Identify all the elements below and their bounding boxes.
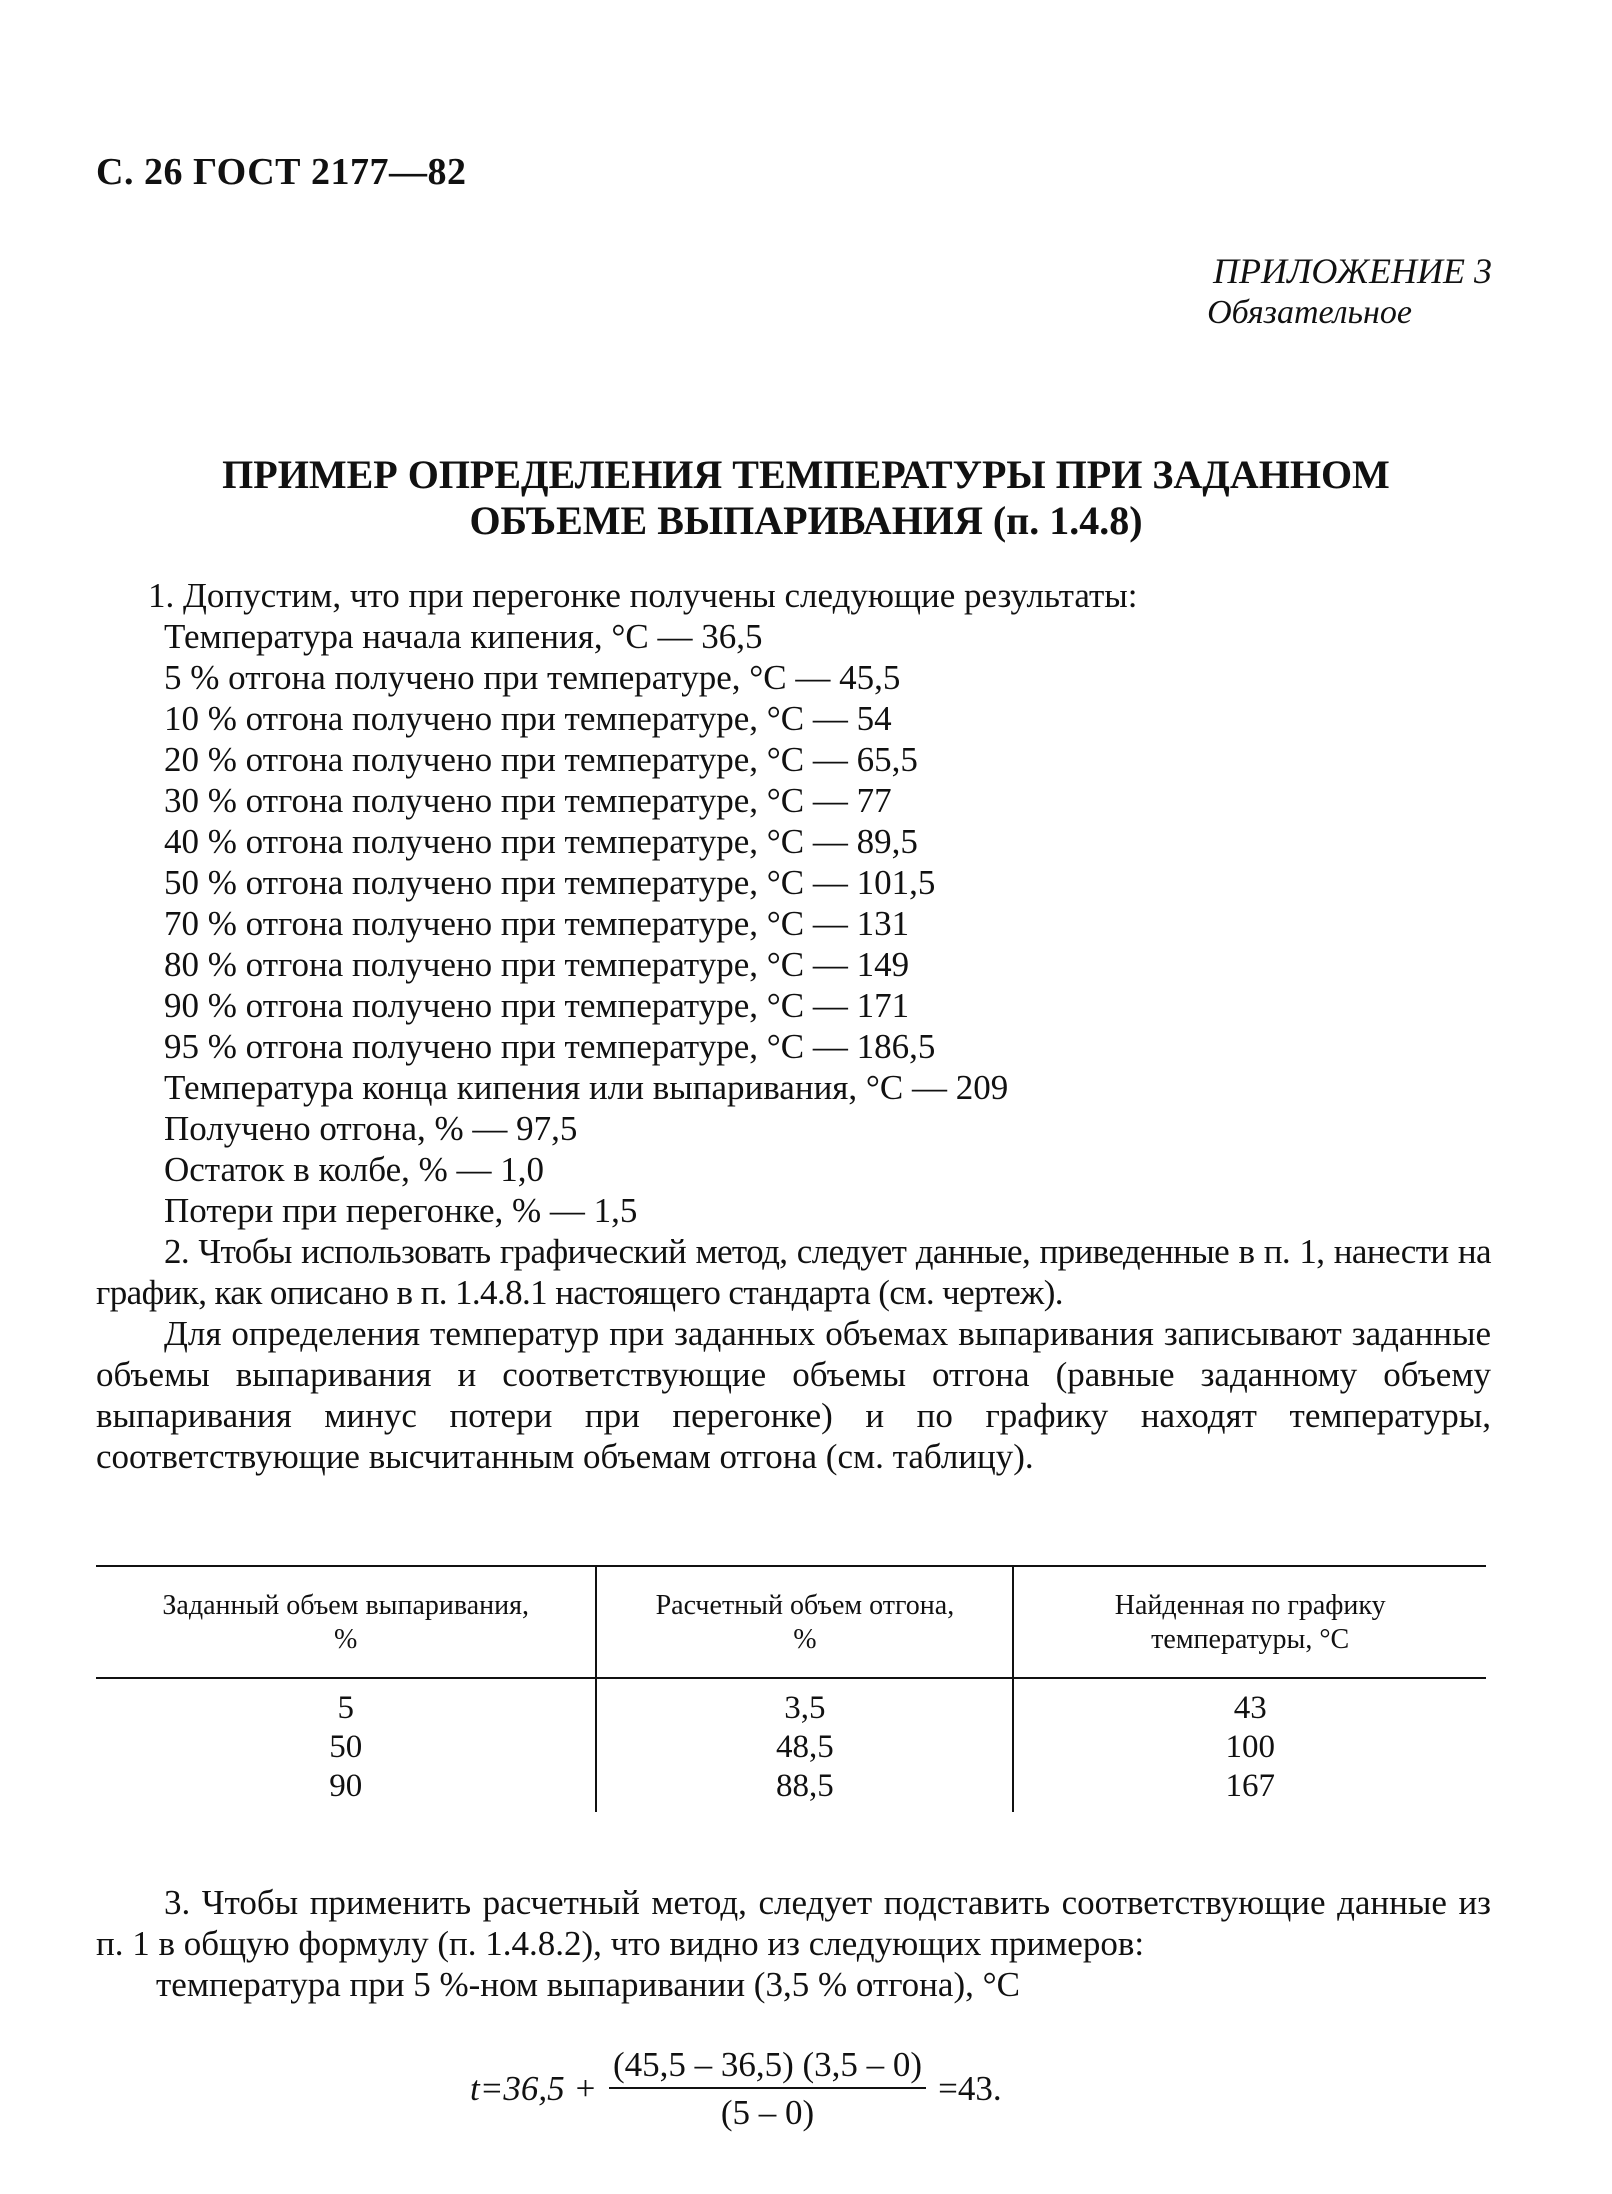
results-table-wrapper bbox=[96, 1565, 1486, 1812]
body-text bbox=[96, 575, 1491, 1477]
table-cell: 43 bbox=[1013, 1678, 1486, 1728]
formula bbox=[470, 2045, 1002, 2133]
appendix-block bbox=[1207, 250, 1492, 334]
table-cell: 88,5 bbox=[596, 1767, 1013, 1812]
result-item: 40 % отгона получено при температуре, °С — 89,5 bbox=[164, 822, 918, 861]
result-item: Остаток в колбе, % — 1,0 bbox=[164, 1150, 545, 1189]
title-line-2: ОБЪЕМЕ ВЫПАРИВАНИЯ (п. 1.4.8) bbox=[469, 498, 1143, 543]
formula-numerator: (45,5 – 36,5) (3,5 – 0) bbox=[609, 2045, 926, 2089]
section3 bbox=[96, 1882, 1491, 2005]
formula-denominator: (5 – 0) bbox=[720, 2093, 815, 2132]
section2-paragraph-1: 2. Чтобы использовать графический метод, следует данные, приведенные в п. 1, нанести на график, как описано в п. 1.4.8.1 настоящего стандарта (см. чертеж). bbox=[96, 1232, 1491, 1312]
result-item: 5 % отгона получено при температуре, °С — 45,5 bbox=[164, 658, 901, 697]
table-cell: 90 bbox=[329, 1768, 363, 1804]
section3-paragraph: 3. Чтобы применить расчетный метод, следует подставить соответствующие данные из п. 1 в общую формулу (п. 1.4.8.2), что видно из следующих примеров: bbox=[96, 1883, 1491, 1963]
header-line: Расчетный объем отгона, bbox=[655, 1590, 955, 1621]
table-row bbox=[96, 1728, 1486, 1767]
table-row bbox=[96, 1767, 1486, 1812]
formula-rhs: =43. bbox=[938, 2069, 1002, 2108]
title-line-1: ПРИМЕР ОПРЕДЕЛЕНИЯ ТЕМПЕРАТУРЫ ПРИ ЗАДАННОМ bbox=[222, 452, 1390, 497]
table-header-cell bbox=[1013, 1566, 1486, 1678]
result-item: Температура начала кипения, °С — 36,5 bbox=[164, 617, 763, 656]
table-header-cell bbox=[96, 1566, 596, 1678]
page-header: С. 26 ГОСТ 2177—82 bbox=[96, 151, 467, 193]
header-line: Найденная по графику bbox=[1114, 1590, 1386, 1621]
table-row bbox=[96, 1678, 1486, 1728]
section1-intro: 1. Допустим, что при перегонке получены следующие результаты: bbox=[148, 576, 1138, 615]
formula-lhs: t=36,5 + bbox=[470, 2069, 597, 2108]
header-line: % bbox=[334, 1624, 358, 1655]
result-item: 20 % отгона получено при температуре, °С — 65,5 bbox=[164, 740, 918, 779]
result-item: 70 % отгона получено при температуре, °С — 131 bbox=[164, 904, 910, 943]
results-list bbox=[96, 616, 1491, 1231]
table-header-cell bbox=[596, 1566, 1013, 1678]
appendix-label: ПРИЛОЖЕНИЕ 3 bbox=[1213, 251, 1492, 291]
result-item: 50 % отгона получено при температуре, °С — 101,5 bbox=[164, 863, 936, 902]
table-cell: 167 bbox=[1013, 1767, 1486, 1812]
section2-paragraph-2: Для определения температур при заданных объемах выпаривания записывают заданные объемы выпаривания и соответствующие объемы отгона (равные заданному объему выпаривания минус потери при перегонке) и по графику находят температуры, соответствующие высчитанным объемам отгона (см. таблицу). bbox=[96, 1314, 1491, 1476]
formula-intro: температура при 5 %-ном выпаривании (3,5 % отгона), °С bbox=[156, 1965, 1020, 2004]
appendix-status: Обязательное bbox=[1207, 294, 1412, 331]
header-line: % bbox=[793, 1624, 817, 1655]
table-cell: 5 bbox=[337, 1690, 354, 1726]
header-line: Заданный объем выпаривания, bbox=[162, 1590, 529, 1621]
table-cell: 50 bbox=[329, 1729, 363, 1765]
results-table bbox=[96, 1565, 1486, 1812]
result-item: 95 % отгона получено при температуре, °С — 186,5 bbox=[164, 1027, 936, 1066]
document-title bbox=[96, 452, 1516, 544]
result-item: Получено отгона, % — 97,5 bbox=[164, 1109, 578, 1148]
result-item: 80 % отгона получено при температуре, °С — 149 bbox=[164, 945, 910, 984]
table-cell: 3,5 bbox=[596, 1678, 1013, 1728]
result-item: 10 % отгона получено при температуре, °С — 54 bbox=[164, 699, 892, 738]
table-cell: 100 bbox=[1013, 1728, 1486, 1767]
table-cell: 48,5 bbox=[596, 1728, 1013, 1767]
result-item: 30 % отгона получено при температуре, °С — 77 bbox=[164, 781, 892, 820]
formula-fraction bbox=[609, 2045, 926, 2133]
table-header-row bbox=[96, 1566, 1486, 1678]
result-item: Температура конца кипения или выпаривания, °С — 209 bbox=[164, 1068, 1009, 1107]
header-line: температуры, °С bbox=[1151, 1624, 1350, 1655]
result-item: 90 % отгона получено при температуре, °С — 171 bbox=[164, 986, 910, 1025]
result-item: Потери при перегонке, % — 1,5 bbox=[164, 1191, 638, 1230]
